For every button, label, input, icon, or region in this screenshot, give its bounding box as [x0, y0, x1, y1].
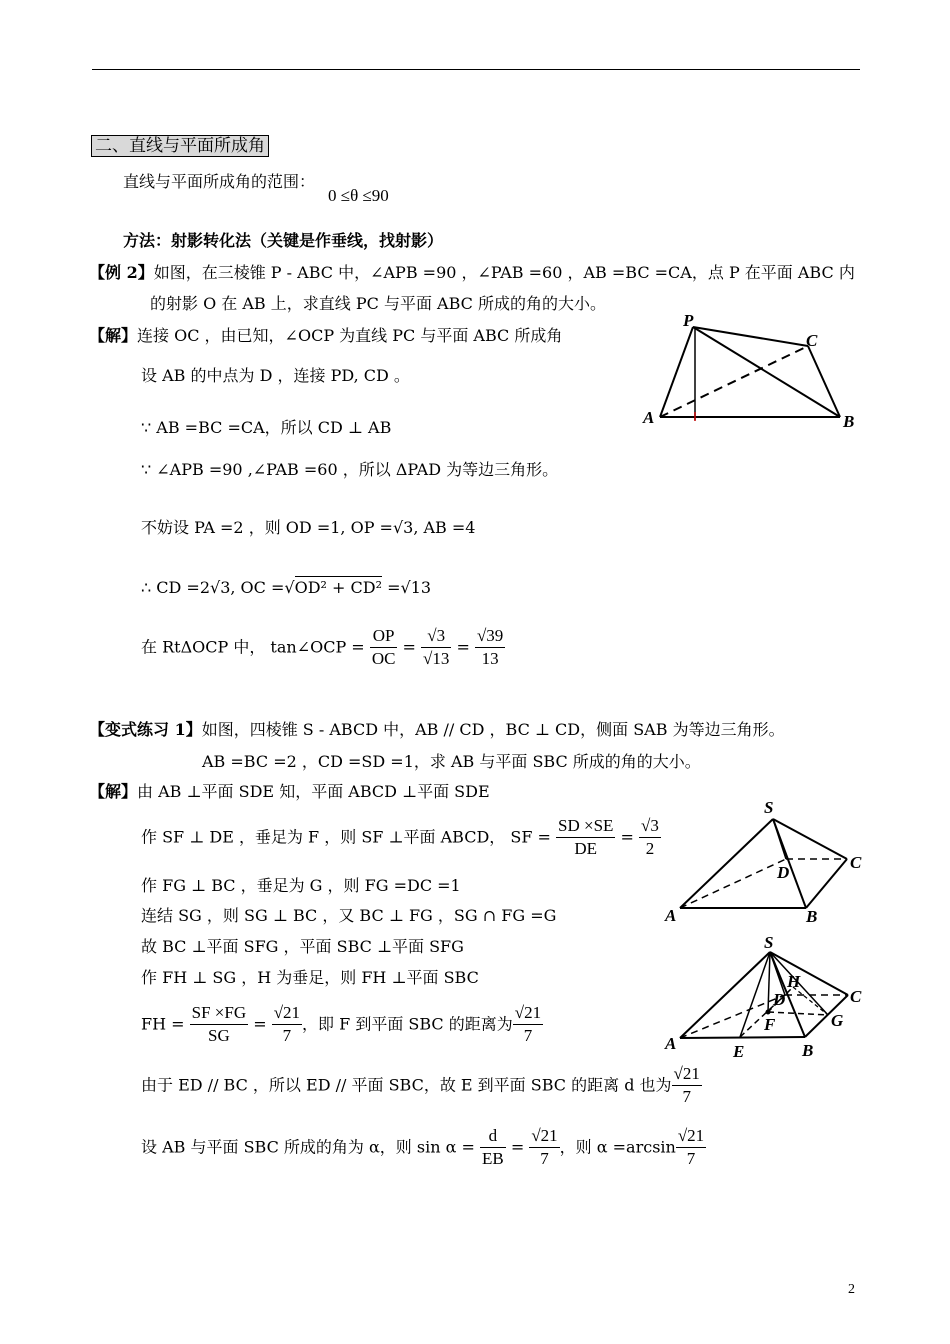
vertex-label-c: C: [850, 853, 862, 872]
example-2: [89, 263, 855, 282]
vertex-label-s: S: [764, 798, 774, 817]
vertex-label-c: C: [850, 987, 862, 1006]
fraction: $\frac{SF \times FG}{SG}$: [191, 1003, 247, 1046]
page-number: 2: [848, 1282, 855, 1297]
variant-1-tag: 【变式练习 1】: [89, 720, 202, 739]
vertex-label-f: F: [764, 1015, 776, 1034]
fraction: $\frac{√21}{7}$: [273, 1003, 301, 1046]
solution-2-step-2: 作 SF ⊥ DE ，垂足为 F ，则 SF ⊥平面 ABCD， SF = $\frac{SD \times SE}{DE}$ = $\frac{√3}{2}$: [141, 816, 659, 859]
solution-1-step-4: ∵ ∠APB =90 ,∠PAB =60 ，所以 ΔPAD 为等边三角形。: [141, 460, 559, 479]
figure-tetrahedron-pabc: [640, 310, 865, 435]
solution-2-step-3: 作 FG ⊥ BC ，垂足为 G ，则 FG =DC =1: [141, 876, 461, 895]
vertex-label-p: P: [683, 311, 694, 330]
vertex-label-h: H: [787, 972, 801, 991]
solution-1-step-6: ∴ CD =2√3, OC =√OD² + CD² =√13: [141, 578, 432, 597]
fraction: $\frac{√21}{7}$: [673, 1064, 700, 1107]
vertex-label-b: B: [806, 907, 818, 926]
solution-1-step-5: 不妨设 PA =2 ，则 OD =1, OP =√3, AB =4: [141, 518, 476, 537]
solution-1-step-1: 【解】连接 OC ，由已知，∠OCP 为直线 PC 与平面 ABC 所成角: [89, 326, 563, 345]
variant-1: 【变式练习 1】如图，四棱锥 S - ABCD 中，AB // CD ，BC ⊥ CD，侧面 SAB 为等边三角形。: [89, 720, 785, 739]
fraction: $\frac{√21}{7}$: [677, 1126, 705, 1169]
vertex-label-g: G: [831, 1011, 844, 1030]
vertex-label-b: B: [802, 1041, 814, 1060]
fraction: $\frac{OP}{OC}$: [371, 626, 396, 669]
range-formula: 0 ≤θ ≤90: [328, 186, 389, 205]
solution-1-tag: 【解】: [89, 326, 138, 345]
vertex-label-d: D: [777, 863, 790, 882]
example-2-line1: 如图，在三棱锥 P - ABC 中，∠APB =90 ，∠PAB =60 ，AB =BC =CA，点 P 在平面 ABC 内: [153, 263, 855, 282]
fraction: $\frac{√21}{7}$: [514, 1003, 542, 1046]
solution-2-tag: 【解】: [89, 782, 138, 801]
vertex-label-e: E: [733, 1042, 745, 1061]
solution-1-step-7: 在 RtΔOCP 中， tan∠OCP = $\frac{OP}{OC}$ = $\frac{√3}{√13}$ = $\frac{√39}{13}$: [141, 626, 504, 669]
fraction: $\frac{√21}{7}$: [531, 1126, 558, 1169]
vertex-label-d: D: [773, 990, 786, 1009]
fraction: $\frac{√39}{13}$: [476, 626, 504, 669]
method-line: 方法：射影转化法（关键是作垂线，找射影）: [123, 231, 444, 250]
vertex-label-c: C: [806, 331, 818, 350]
fraction: $\frac{√3}{√13}$: [423, 626, 450, 669]
solution-2-step-8: 由于 ED // BC ，所以 ED // 平面 SBC，故 E 到平面 SBC 的距离 d 也为 $\frac{√21}{7}$: [141, 1064, 700, 1107]
radicand: OD² + CD²: [294, 578, 383, 597]
fraction: $\frac{d}{EB}$: [482, 1126, 504, 1169]
fraction: $\frac{√3}{2}$: [641, 816, 659, 859]
solution-2-step-1: 【解】由 AB ⊥平面 SDE 知，平面 ABCD ⊥平面 SDE: [89, 782, 490, 801]
range-label: 直线与平面所成角的范围：: [123, 172, 316, 191]
vertex-label-s: S: [764, 933, 774, 952]
section-title: 二、直线与平面所成角: [91, 135, 269, 157]
solution-2-step-6: 作 FH ⊥ SG ，H 为垂足，则 FH ⊥平面 SBC: [141, 968, 479, 987]
header-rule: [92, 69, 860, 70]
example-2-line2: 的射影 O 在 AB 上，求直线 PC 与平面 ABC 所成的角的大小。: [150, 294, 606, 313]
solution-2-step-4: 连结 SG ，则 SG ⊥ BC ，又 BC ⊥ FG ，SG ∩ FG =G: [141, 906, 557, 925]
figure-pyramid-with-projections: [660, 930, 875, 1065]
solution-1-step-2: 设 AB 的中点为 D ，连接 PD, CD 。: [141, 366, 410, 385]
solution-1-step-3: ∵ AB =BC =CA，所以 CD ⊥ AB: [141, 418, 392, 437]
variant-1-line2: AB =BC =2 ，CD =SD =1，求 AB 与平面 SBC 所成的角的大小。: [202, 752, 701, 771]
solution-2-step-7: FH = $\frac{SF \times FG}{SG}$ = $\frac{√21}{7}$ ，即 F 到平面 SBC 的距离为 $\frac{√21}{7}$: [141, 1003, 542, 1046]
vertex-label-a: A: [643, 408, 655, 427]
figure-pyramid-sabcd: [660, 795, 875, 930]
fraction: $\frac{SD \times SE}{DE}$: [558, 816, 614, 859]
vertex-label-b: B: [843, 412, 855, 431]
vertex-label-a: A: [665, 1034, 677, 1053]
vertex-label-a: A: [665, 906, 677, 925]
example-2-tag: 【例 2】: [89, 263, 154, 282]
solution-2-step-5: 故 BC ⊥平面 SFG ，平面 SBC ⊥平面 SFG: [141, 937, 464, 956]
solution-2-step-9: 设 AB 与平面 SBC 所成的角为 α，则 sin α = $\frac{d}{EB}$ = $\frac{√21}{7}$ ，则 α =arcsin $\frac{√21}{7}$: [141, 1126, 705, 1169]
